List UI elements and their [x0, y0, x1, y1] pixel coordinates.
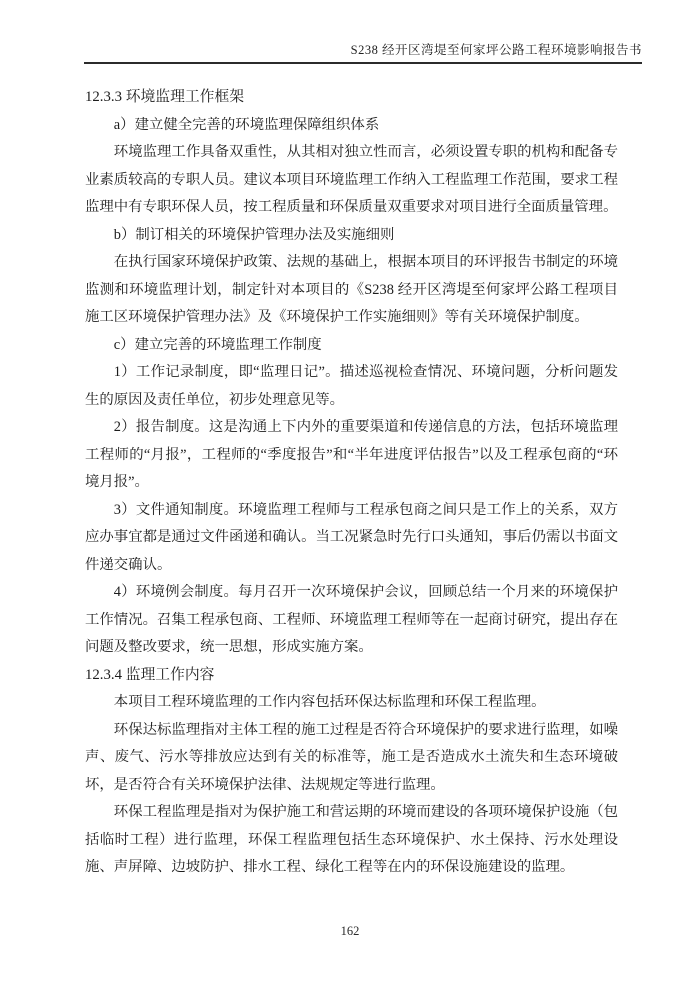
- paragraph: 在执行国家环境保护政策、法规的基础上，根据本项目的环评报告书制定的环境监测和环境监理计划，制定针对本项目的《S238 经开区湾堤至何家坪公路工程项目施工区环境保护管理办法》及《环境保护工作实施细则》等有关环境保护制度。: [85, 254, 618, 325]
- paragraph: 环保达标监理指对主体工程的施工过程是否符合环境保护的要求进行监理，如噪声、废气、污水等排放应达到有关的标准等，施工是否造成水土流失和生态环境破坏，是否符合有关环境保护法律、法规规定等进行监理。: [85, 721, 618, 793]
- header-rule: [84, 62, 642, 64]
- list-item-c: c）建立完善的环境监理工作制度: [113, 336, 322, 353]
- numbered-paragraph-1: 1）工作记录制度，即“监理日记”。描述巡视检查情况、环境问题，分析问题发生的原因及责任单位，初步处理意见等。: [85, 364, 618, 408]
- section-heading-12-3-3: 12.3.3 环境监理工作框架: [85, 89, 245, 105]
- list-item-a: a）建立健全完善的环境监理保障组织体系: [113, 116, 380, 133]
- page-number: 162: [340, 924, 360, 938]
- section-heading-12-3-4: 12.3.4 监理工作内容: [85, 666, 215, 683]
- numbered-paragraph-2: 2）报告制度。这是沟通上下内外的重要渠道和传递信息的方法，包括环境监理工程师的“月报”，工程师的“季度报告”和“半年进度评估报告”以及工程承包商的“环境月报”。: [85, 419, 618, 490]
- numbered-paragraph-3: 3）文件通知制度。环境监理工程师与工程承包商之间只是工作上的关系，双方应办事宜都是通过文件函递和确认。当工况紧急时先行口头通知，事后仍需以书面文件递交确认。: [85, 501, 618, 573]
- paragraph: 环保工程监理是指对为保护施工和营运期的环境而建设的各项环境保护设施（包括临时工程）进行监理，环保工程监理包括生态环境保护、水土保持、污水处理设施、声屏障、边坡防护、排水工程、绿化工程等在内的环保设施建设的监理。: [85, 804, 618, 875]
- document-body: [85, 84, 618, 882]
- paragraph: 本项目工程环境监理的工作内容包括环保达标监理和环保工程监理。: [113, 694, 546, 710]
- list-item-b: b）制订相关的环境保护管理办法及实施细则: [113, 226, 395, 243]
- running-header-title: S238 经开区湾堤至何家坪公路工程环境影响报告书: [350, 43, 642, 57]
- paragraph: 环境监理工作具备双重性，从其相对独立性而言，必须设置专职的机构和配备专业素质较高的专职人员。建议本项目环境监理工作纳入工程监理工作范围，要求工程监理中有专职环保人员，按工程质量和环保质量双重要求对项目进行全面质量管理。: [85, 144, 618, 215]
- numbered-paragraph-4: 4）环境例会制度。每月召开一次环境保护会议，回顾总结一个月来的环境保护工作情况。召集工程承包商、工程师、环境监理工程师等在一起商讨研究，提出存在问题及整改要求，统一思想，形成实施方案。: [85, 584, 618, 655]
